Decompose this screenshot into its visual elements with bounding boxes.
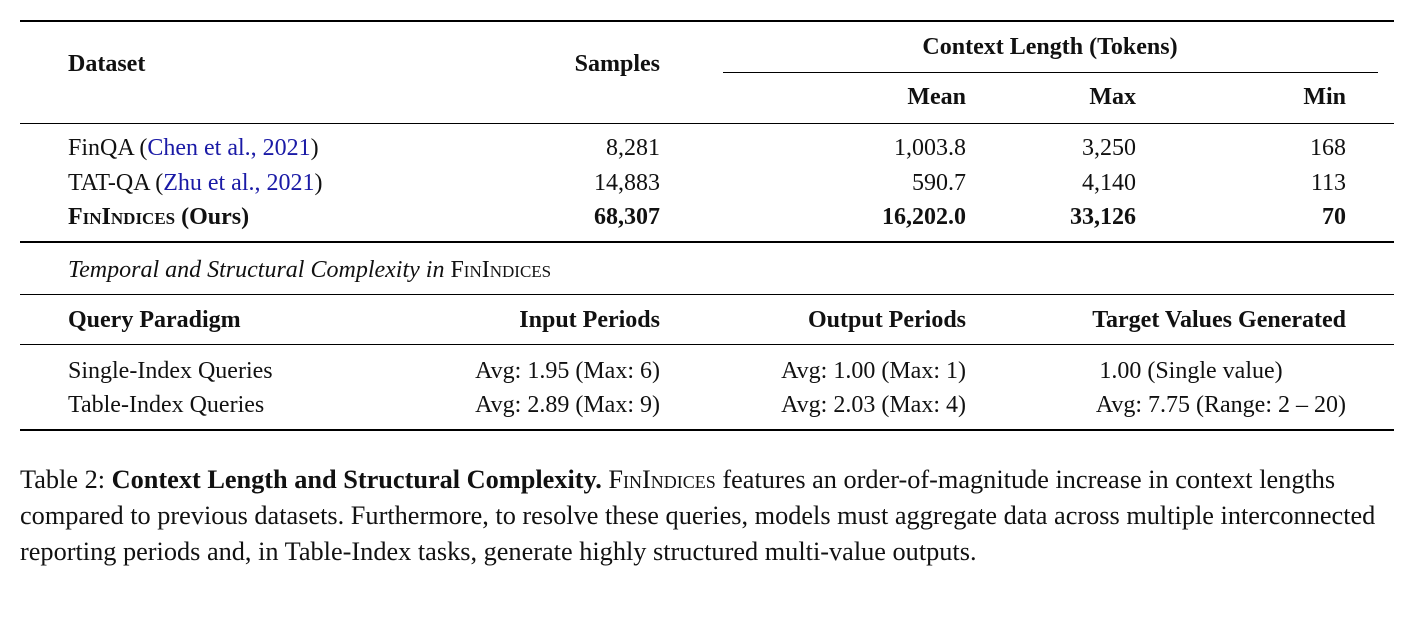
finqa-samples: 8,281 [606, 135, 660, 161]
single-index-input: Avg: 1.95 (Max: 6) [475, 358, 660, 384]
finqa-mean: 1,003.8 [894, 135, 966, 161]
header-mean: Mean [907, 84, 966, 110]
table-index-output: Avg: 2.03 (Max: 4) [781, 392, 966, 418]
dataset-name: FinQA [68, 135, 134, 161]
table-index-input: Avg: 2.89 (Max: 9) [475, 392, 660, 418]
single-index-target: 1.00 (Single value) [1099, 358, 1283, 384]
table1-bottom-rule [20, 241, 1394, 243]
header-query-paradigm: Query Paradigm [68, 307, 241, 333]
subheading-dataset-name: FinIndices [450, 257, 552, 283]
header-input-periods: Input Periods [519, 307, 660, 333]
caption-dataset-name: FinIndices [608, 465, 716, 494]
top-rule [20, 20, 1394, 22]
dataset-name: FinIndices [68, 204, 176, 230]
finqa-min: 168 [1310, 135, 1346, 161]
dataset-name: TAT-QA [68, 170, 150, 196]
header-context-length: Context Length (Tokens) [922, 34, 1178, 60]
citation-link[interactable]: Zhu et al., 2021 [163, 170, 315, 196]
header-samples: Samples [574, 51, 660, 77]
cite-paren-open: ( [155, 170, 164, 196]
table-row-table-index-paradigm: Table-Index Queries [68, 392, 265, 418]
finindices-max: 33,126 [1070, 204, 1136, 230]
tatqa-samples: 14,883 [594, 170, 660, 196]
table-row-finindices-name [68, 202, 249, 232]
header-output-periods: Output Periods [807, 307, 966, 333]
table-row-finqa-name [68, 133, 319, 163]
table-caption [20, 462, 1394, 569]
finindices-samples: 68,307 [594, 204, 660, 230]
single-index-output: Avg: 1.00 (Max: 1) [781, 358, 966, 384]
ours-label: (Ours) [175, 204, 250, 230]
table-row-tatqa-name [68, 168, 323, 198]
tatqa-min: 113 [1310, 170, 1346, 196]
header-dataset: Dataset [68, 51, 146, 77]
cite-paren-close: ) [314, 170, 323, 196]
table-row-single-index-paradigm: Single-Index Queries [68, 358, 273, 384]
context-length-cmidrule [723, 72, 1378, 73]
citation-link[interactable]: Chen et al., 2021 [147, 135, 311, 161]
table-index-target: Avg: 7.75 (Range: 2 – 20) [1095, 392, 1346, 418]
cite-paren-close: ) [310, 135, 319, 161]
caption-title: Context Length and Structural Complexity. [111, 465, 602, 494]
header-max: Max [1089, 84, 1136, 110]
header-rule [20, 123, 1394, 124]
header-min: Min [1303, 84, 1346, 110]
subheading-rule [20, 294, 1394, 295]
subheading-text: Temporal and Structural Complexity in [68, 257, 451, 283]
caption-label: Table 2: [20, 465, 112, 494]
finindices-min: 70 [1322, 204, 1346, 230]
finindices-mean: 16,202.0 [882, 204, 966, 230]
tatqa-max: 4,140 [1082, 170, 1136, 196]
finqa-max: 3,250 [1082, 135, 1136, 161]
header-target-values: Target Values Generated [1092, 307, 1346, 333]
tatqa-mean: 590.7 [912, 170, 966, 196]
table2-header-rule [20, 344, 1394, 345]
section-subheading [68, 255, 551, 285]
bottom-rule [20, 429, 1394, 431]
caption-text: features an order-of-magnitude increase in context lengths compared to previous datasets. Furthermore, to resolve these queries, models must aggregate data across multiple interconnected reporting periods and, in Table-Index tasks, generate highly structured multi-value outputs. [20, 465, 1376, 566]
cite-paren-open: ( [139, 135, 148, 161]
